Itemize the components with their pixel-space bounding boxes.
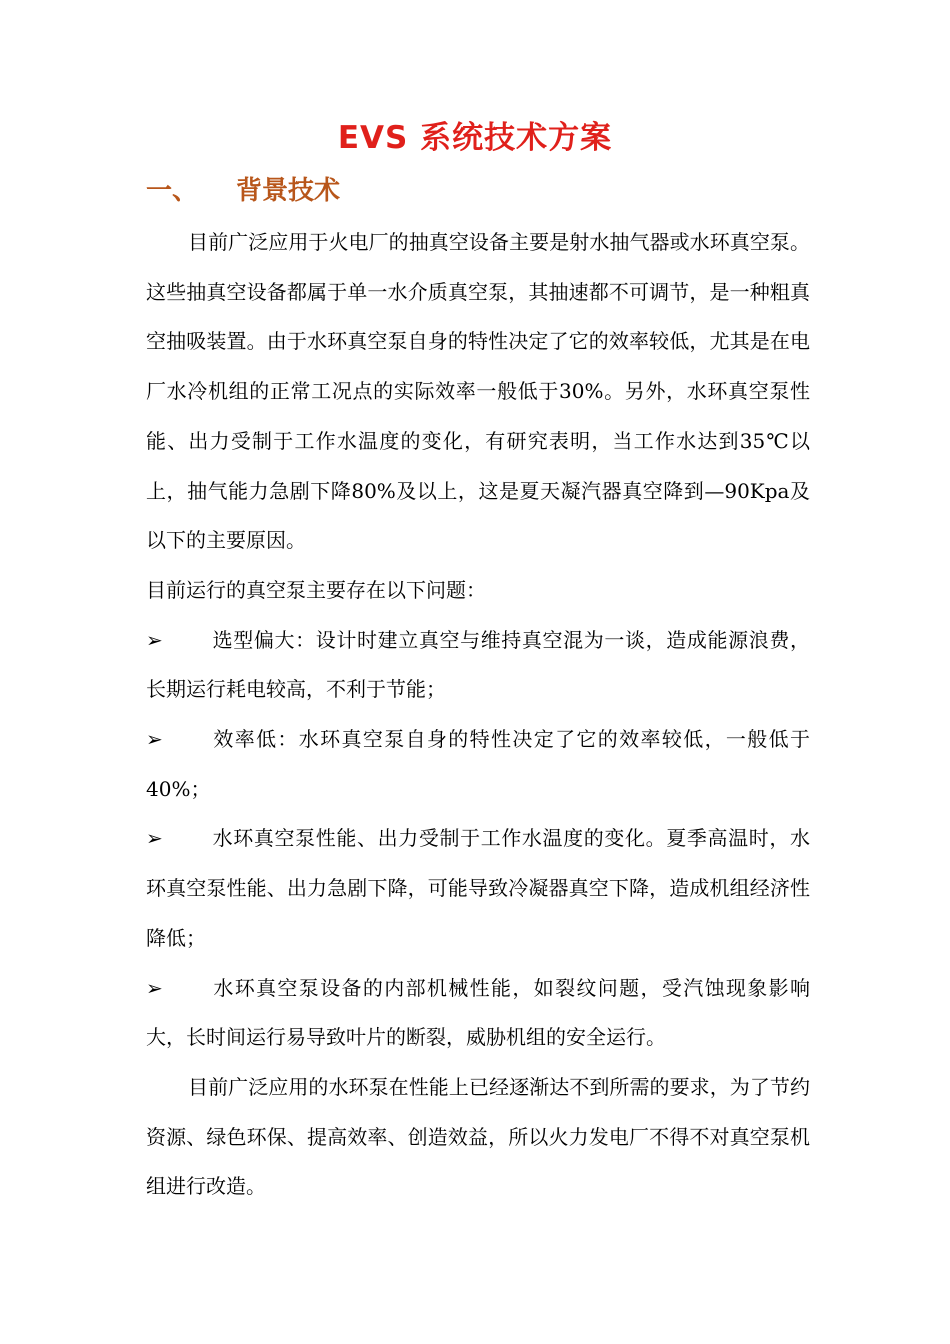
list-item-text: 水环真空泵设备的内部机械性能，如裂纹问题，受汽蚀现象影响大，长时间运行易导致叶片的断裂，威胁机组的安全运行。 <box>146 975 810 1050</box>
list-item <box>146 616 810 715</box>
section-heading <box>146 170 340 207</box>
section-number: 一、 <box>146 176 199 206</box>
bullet-arrow-icon: ➢ <box>146 975 163 1000</box>
document-body <box>146 218 810 1212</box>
list-item-text: 水环真空泵性能、出力受制于工作水温度的变化。夏季高温时，水环真空泵性能、出力急剧下降，可能导致冷凝器真空下降，造成机组经济性降低； <box>146 826 810 950</box>
document-title: EVS 系统技术方案 <box>337 120 613 156</box>
bullet-arrow-icon: ➢ <box>146 826 163 851</box>
closing-paragraph: 目前广泛应用的水环泵在性能上已经逐渐达不到所需的要求，为了节约资源、绿色环保、提高效率、创造效益，所以火力发电厂不得不对真空泵机组进行改造。 <box>146 1074 810 1199</box>
bullet-arrow-icon: ➢ <box>146 627 163 652</box>
list-item <box>146 964 810 1063</box>
list-item-text: 选型偏大：设计时建立真空与维持真空混为一谈，造成能源浪费，长期运行耗电较高，不利于节能； <box>146 627 810 702</box>
list-item <box>146 814 810 963</box>
section-title: 背景技术 <box>236 176 341 206</box>
intro-paragraph: 目前广泛应用于火电厂的抽真空设备主要是射水抽气器或水环真空泵。这些抽真空设备都属于单一水介质真空泵，其抽速都不可调节，是一种粗真空抽吸装置。由于水环真空泵自身的特性决定了它的效率较低，尤其是在电厂水冷机组的正常工况点的实际效率一般低于30%。另外，水环真空泵性能、出力受制于工作水温度的变化，有研究表明，当工作水达到35℃以上，抽气能力急剧下降80%及以上，这是夏天凝汽器真空降到—90Kpa及以下的主要原因。 <box>146 230 810 553</box>
problems-intro: 目前运行的真空泵主要存在以下问题： <box>146 577 486 602</box>
bullet-arrow-icon: ➢ <box>146 727 163 752</box>
list-item <box>146 715 810 814</box>
list-item-text: 效率低：水环真空泵自身的特性决定了它的效率较低，一般低于40%； <box>146 727 810 801</box>
